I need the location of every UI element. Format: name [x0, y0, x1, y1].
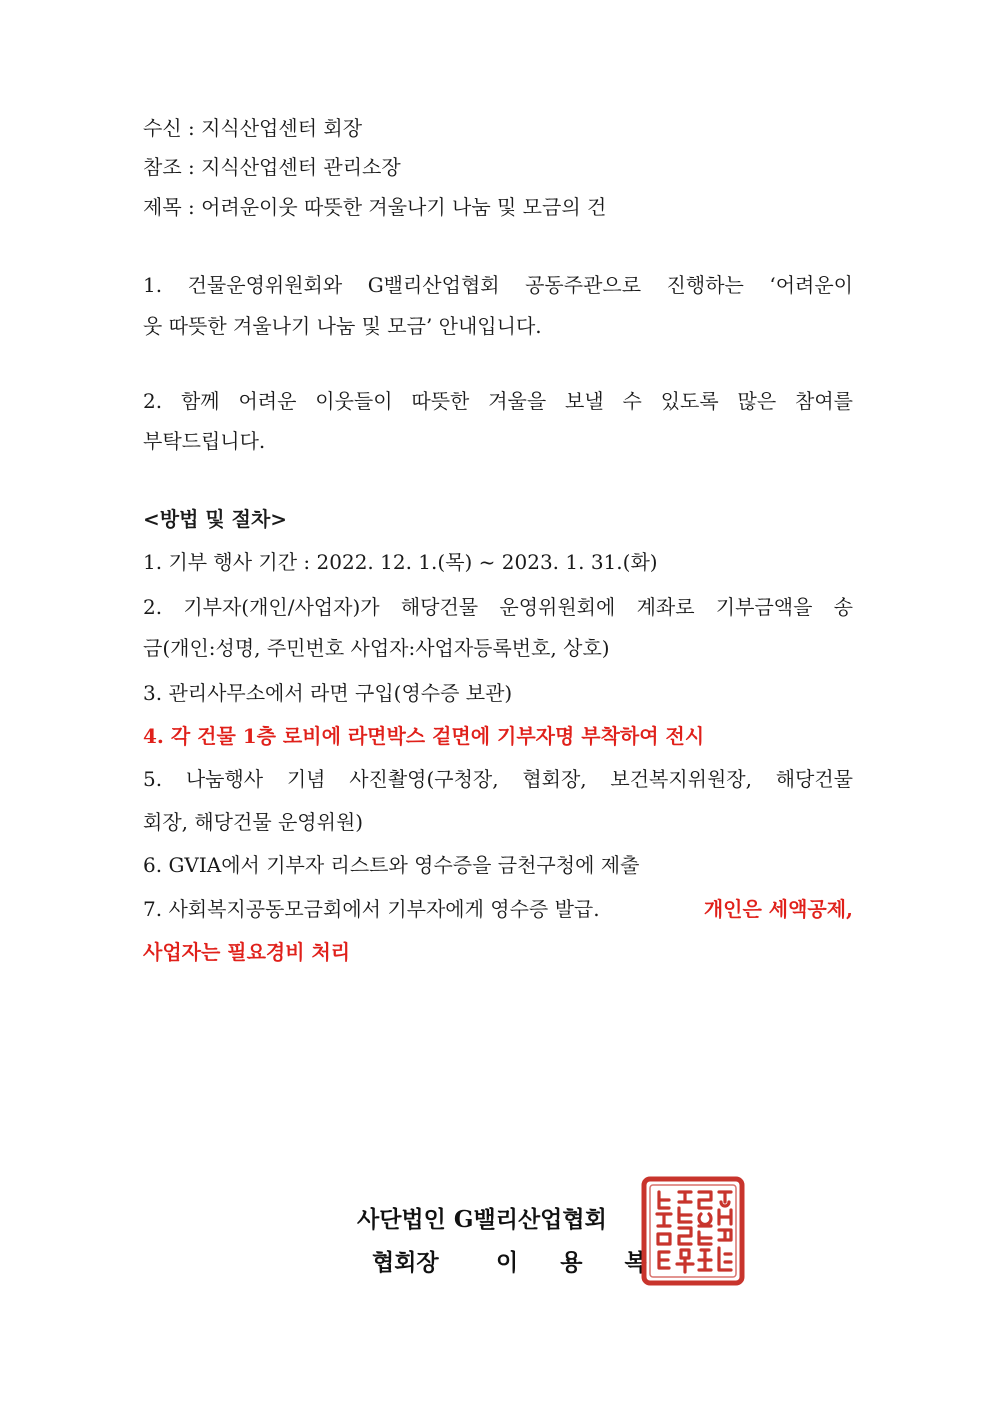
- procedure-item-5-line-1: 5. 나눔행사 기념 사진촬영(구청장, 협회장, 보건복지위원장, 해당건물: [143, 767, 853, 791]
- recipient-line: 수신 : 지식산업센터 회장: [143, 116, 363, 140]
- paragraph-1-line-2: 웃 따뜻한 겨울나기 나눔 및 모금’ 안내입니다.: [143, 314, 542, 338]
- signature-title: 협회장: [372, 1249, 439, 1276]
- signature-organization: 사단법인 G밸리산업협회: [357, 1206, 607, 1233]
- paragraph-1-line-1: 1. 건물운영위원회와 G밸리산업협회 공동주관으로 진행하는 ‘어려운이: [143, 273, 853, 297]
- reference-line: 참조 : 지식산업센터 관리소장: [143, 155, 401, 179]
- procedure-item-3: 3. 관리사무소에서 라면 구입(영수증 보관): [143, 681, 513, 705]
- subject-line: 제목 : 어려운이웃 따뜻한 겨울나기 나눔 및 모금의 건: [143, 195, 607, 219]
- procedure-item-7-line-1: [143, 895, 853, 923]
- procedure-heading: <방법 및 절차>: [143, 507, 288, 531]
- procedure-item-7-emphasis: 개인은 세액공제,: [703, 897, 853, 921]
- official-seal: [641, 1176, 745, 1286]
- procedure-item-6: 6. GVIA에서 기부자 리스트와 영수증을 금천구청에 제출: [143, 853, 640, 877]
- procedure-item-2-line-1: 2. 기부자(개인/사업자)가 해당건물 운영위원회에 계좌로 기부금액을 송: [143, 595, 853, 619]
- procedure-item-5-line-2: 회장, 해당건물 운영위원): [143, 810, 364, 834]
- procedure-item-4: 4. 각 건물 1층 로비에 라면박스 겉면에 기부자명 부착하여 전시: [143, 724, 705, 748]
- procedure-item-1: 1. 기부 행사 기간 : 2022. 12. 1.(목) ~ 2023. 1. 31.(화): [143, 550, 658, 574]
- procedure-item-7-line-2: 사업자는 필요경비 처리: [143, 940, 351, 964]
- procedure-item-2-line-2: 금(개인:성명, 주민번호 사업자:사업자등록번호, 상호): [143, 636, 610, 660]
- procedure-item-7-text: 7. 사회복지공동모금회에서 기부자에게 영수증 발급.: [143, 897, 600, 921]
- paragraph-2-line-2: 부탁드립니다.: [143, 429, 266, 453]
- signature-name: 이 용 복: [496, 1249, 664, 1276]
- paragraph-2-line-1: 2. 함께 어려운 이웃들이 따뜻한 겨울을 보낼 수 있도록 많은 참여를: [143, 389, 853, 413]
